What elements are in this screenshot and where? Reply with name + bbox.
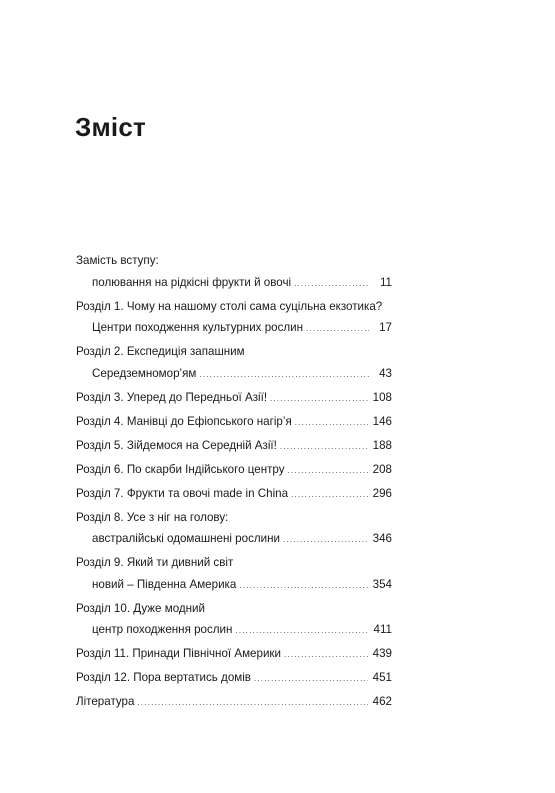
page-number: 462 [372, 695, 392, 708]
toc-entry-title-line: Розділ 1. Чому на нашому столі сама суцільна екзотика? [76, 299, 383, 313]
toc-entry-title-line: Розділ 8. Усе з ніг на голову: [76, 510, 229, 524]
toc-entry[interactable] [76, 691, 392, 714]
toc-entry-line [76, 528, 392, 551]
dot-leader [280, 436, 368, 458]
toc-entry-title: Розділ 3. Уперед до Передньої Азії! [76, 390, 268, 404]
toc-entry-title: Розділ 4. Манівці до Ефіопського нагір’я [76, 414, 292, 428]
page-number: 188 [372, 438, 392, 452]
toc-entry[interactable] [76, 411, 392, 434]
toc-entry-line [76, 317, 392, 340]
toc-entry[interactable] [76, 250, 392, 294]
toc-entry-title: Розділ 7. Фрукти та овочі made in China [76, 486, 289, 500]
toc-entry-title-line: Розділ 10. Дуже модний [76, 601, 206, 615]
toc-entry-title: Розділ 5. Зійдемося на Середній Азії! [76, 438, 277, 452]
toc-entry[interactable] [76, 667, 392, 690]
toc-entry-title-line: Розділ 2. Експедиція запашним [76, 345, 245, 358]
toc-entry-title: Розділ 6. По скарби Індійського центру [76, 462, 285, 476]
toc-entry-line [76, 411, 392, 434]
toc-entry[interactable] [76, 483, 392, 506]
toc-entry-line [76, 459, 392, 482]
page-number: 411 [373, 623, 392, 636]
page-number: 43 [379, 366, 392, 380]
toc-entry-line [76, 435, 392, 458]
dot-leader [291, 484, 368, 506]
toc-entry-line [76, 667, 392, 690]
page-number: 11 [379, 275, 392, 289]
toc-entry[interactable] [76, 435, 392, 458]
toc-entry[interactable] [76, 552, 392, 596]
dot-leader [294, 273, 369, 295]
toc-entry-title: Розділ 12. Пора вертатись домів [76, 671, 251, 684]
page-number: 17 [379, 321, 392, 334]
toc-entry-title: австралійські одомашнені рослини [92, 532, 280, 545]
toc-entry-line [76, 643, 392, 666]
dot-leader [239, 575, 367, 597]
toc-entry[interactable] [76, 643, 392, 666]
page-number: 296 [372, 486, 392, 500]
toc-entry[interactable] [76, 387, 392, 410]
toc-entry-title: центр походження рослин [92, 623, 233, 636]
page-number: 439 [372, 647, 392, 660]
toc-entry-line [76, 619, 392, 642]
toc-entry-title: полювання на рідкісні фрукти й овочі [92, 275, 292, 289]
toc-entry-line [76, 574, 392, 597]
dot-leader [254, 668, 368, 690]
dot-leader [283, 529, 368, 551]
page-number: 146 [372, 414, 392, 428]
toc-entry-title: Розділ 11. Принади Північної Америки [76, 647, 281, 660]
toc-entry[interactable] [76, 341, 392, 385]
toc-entry-line [76, 483, 392, 506]
page-number: 354 [372, 577, 392, 591]
toc-entry-title: Література [76, 695, 135, 708]
toc-entry-line [76, 691, 392, 714]
dot-leader [295, 412, 368, 434]
toc-entry-line [76, 272, 392, 295]
table-of-contents [76, 250, 392, 715]
toc-entry-line [76, 363, 392, 386]
page-number: 346 [372, 532, 392, 545]
dot-leader [199, 364, 369, 386]
dot-leader [270, 388, 368, 410]
toc-entry[interactable] [76, 507, 392, 551]
toc-entry[interactable] [76, 296, 392, 340]
toc-entry[interactable] [76, 598, 392, 642]
page-number: 108 [372, 390, 392, 404]
dot-leader [288, 460, 368, 482]
page-number: 451 [372, 671, 392, 684]
toc-entry-title: Середземномор’ям [92, 366, 197, 380]
page-number: 208 [372, 462, 392, 476]
toc-entry-line [76, 387, 392, 410]
dot-leader [284, 644, 368, 666]
toc-entry-title-line: Замість вступу: [76, 254, 159, 267]
toc-entry-title-line: Розділ 9. Який ти дивний світ [76, 556, 234, 569]
toc-entry-title: Центри походження культурних рослин [92, 321, 304, 334]
page-title: Зміст [75, 112, 146, 142]
toc-entry[interactable] [76, 459, 392, 482]
dot-leader [235, 620, 368, 642]
dot-leader [306, 318, 369, 340]
dot-leader [137, 692, 367, 714]
toc-entry-title: новий – Південна Америка [92, 577, 237, 591]
